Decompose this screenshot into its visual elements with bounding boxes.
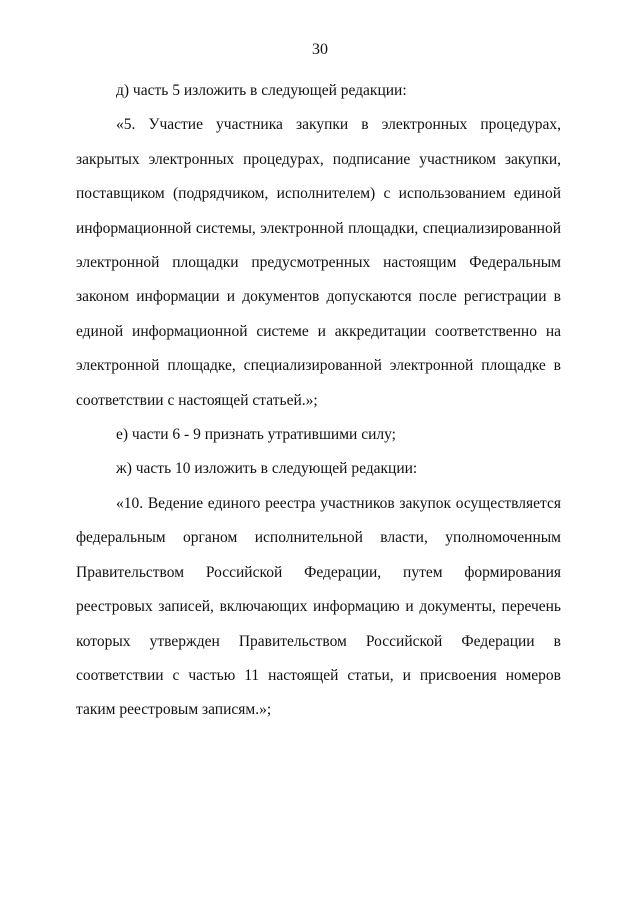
paragraph-item-d: д) часть 5 изложить в следующей редакции: [116,82,407,99]
document-body [76,74,561,728]
page-number: 30 [312,41,328,58]
paragraph-item-e: е) части 6 - 9 признать утратившими силу; [116,426,396,444]
paragraph-part-10-text: «10. Ведение единого реестра участников закупок осуществляется федеральным органом исполнительной власти, уполномоченным Правительством Российской Федерации, путем формирования реестровых записей, включающих информацию и документы, перечень которых утвержден Правительством Российской Федерации в соответствии с частью 11 настоящей статьи, и присвоения номеров таким реестровым записям.»; [76,494,561,719]
paragraph-item-zh: ж) часть 10 изложить в следующей редакции: [116,460,418,478]
paragraph-part-5-text: «5. Участие участника закупки в электронных процедурах, закрытых электронных процедурах, подписание участником закупки, поставщиком (подрядчиком, исполнителем) с использованием единой информационной системы, электронной площадки, специализированной электронной площадки предусмотренных настоящим Федеральным законом информации и документов допускаются после регистрации в единой информационной системе и аккредитации соответственно на электронной площадке, специализированной электронной площадке в соответствии с настоящей статьей.»; [76,116,561,409]
